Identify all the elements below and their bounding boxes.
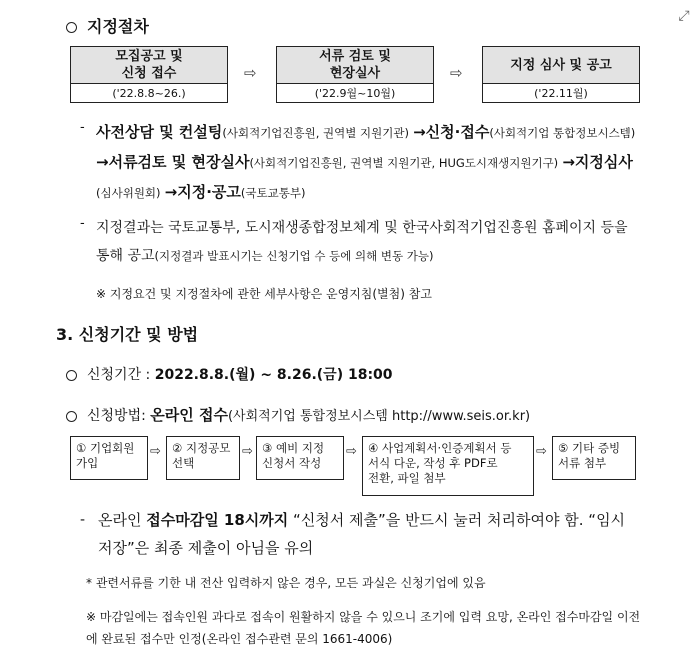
process-box-2 xyxy=(276,46,434,103)
right-arrow-icon: ⇨ xyxy=(450,64,463,82)
method-online: 온라인 접수 xyxy=(150,406,228,424)
section-title: 지정절차 xyxy=(87,17,149,36)
step-review: 서류검토 및 현장실사 xyxy=(108,153,250,171)
result-announcement-text xyxy=(96,214,644,270)
arrow-icon: → xyxy=(413,123,426,141)
application-period xyxy=(66,364,393,384)
dash-bullet: - xyxy=(80,120,85,135)
step-announcement: 지정·공고 xyxy=(177,183,241,201)
result-text: 지정결과는 국토교통부, 도시재생종합정보체계 및 한국사회적기업진흥원 홈페이지 등을 통해 공고 xyxy=(96,220,628,264)
period-value: 2022.8.8.(월) ~ 8.26.(금) 18:00 xyxy=(154,367,393,383)
arrow-icon: → xyxy=(562,153,575,171)
deadline-post: “신청서 제출”을 반드시 눌러 처리하여야 함. “임시저장”은 최종 제출이 아님을 유의 xyxy=(98,511,626,557)
step-box-4: ④ 사업계획서·인증계획서 등 서식 다운, 작성 후 PDF로 전환, 파일 첨부 xyxy=(362,436,534,496)
procedure-flow-text xyxy=(96,118,644,208)
process-box-date: ('22.9월~10월) xyxy=(314,87,396,100)
section-heading-procedure xyxy=(66,14,149,37)
deadline-instruction xyxy=(98,506,638,562)
result-note: (지정결과 발표시기는 신청기업 수 등에 의해 변동 가능) xyxy=(154,249,434,263)
circle-bullet-icon xyxy=(66,22,77,33)
process-box-title: 서류 검토 및 현장실사 xyxy=(277,47,433,84)
step-box-2: ② 지정공모 선택 xyxy=(166,436,240,480)
circle-bullet-icon xyxy=(66,411,77,422)
process-box-date: ('22.11월) xyxy=(534,87,588,100)
process-box-title: 모집공고 및 신청 접수 xyxy=(71,47,227,84)
step-box-3: ③ 예비 지정 신청서 작성 xyxy=(256,436,344,480)
step-note: (사회적기업진흥원, 권역별 지원기관, HUG도시재생지원기구) xyxy=(249,156,559,170)
arrow-icon: → xyxy=(164,183,178,201)
right-arrow-icon: ⇨ xyxy=(150,444,161,459)
right-arrow-icon: ⇨ xyxy=(346,444,357,459)
process-box-1 xyxy=(70,46,228,103)
dash-bullet: - xyxy=(80,216,85,231)
step-box-5: ⑤ 기타 증빙 서류 첨부 xyxy=(552,436,636,480)
step-note: (심사위원회) xyxy=(96,186,161,200)
application-method xyxy=(66,404,530,425)
reference-note: ※ 지정요건 및 지정절차에 관한 세부사항은 운영지침(별첨) 참고 xyxy=(96,287,432,301)
arrow-icon: → xyxy=(96,153,109,171)
section-heading-period-method: 3. 신청기간 및 방법 xyxy=(56,325,199,344)
expand-icon[interactable]: ⤢ xyxy=(678,8,690,24)
method-label: 신청방법: xyxy=(87,408,151,424)
step-evaluation: 지정심사 xyxy=(574,153,633,171)
step-apply: 신청·접수 xyxy=(425,123,490,141)
period-label: 신청기간 : xyxy=(87,367,155,383)
process-box-title: 지정 심사 및 공고 xyxy=(483,47,639,84)
process-box-date: ('22.8.8~26.) xyxy=(112,87,186,100)
step-note: (국토교통부) xyxy=(240,186,306,200)
process-box-3 xyxy=(482,46,640,103)
right-arrow-icon: ⇨ xyxy=(244,64,257,82)
method-system-link: (사회적기업 통합정보시스템 http://www.seis.or.kr) xyxy=(227,409,531,424)
step-note: (사회적기업 통합정보시스템) xyxy=(489,126,636,140)
deadline-bold: 접수마감일 18시까지 xyxy=(146,511,289,529)
liability-note: * 관련서류를 기한 내 전산 입력하지 않은 경우, 모든 과실은 신청기업에 있음 xyxy=(86,576,486,590)
circle-bullet-icon xyxy=(66,370,77,381)
right-arrow-icon: ⇨ xyxy=(242,444,253,459)
step-box-1: ① 기업회원 가입 xyxy=(70,436,148,480)
step-consulting: 사전상담 및 컨설팅 xyxy=(96,123,223,141)
dash-bullet: - xyxy=(80,512,86,528)
deadline-warning-note: ※ 마감일에는 접속인원 과다로 접속이 원활하지 않을 수 있으니 조기에 입력 요망, 온라인 접수마감일 이전에 완료된 접수만 인정(온라인 접수관련 문의 1661-4006) xyxy=(86,610,641,646)
right-arrow-icon: ⇨ xyxy=(536,444,547,459)
step-note: (사회적기업진흥원, 권역별 지원기관) xyxy=(222,126,409,140)
deadline-pre: 온라인 xyxy=(98,511,147,529)
